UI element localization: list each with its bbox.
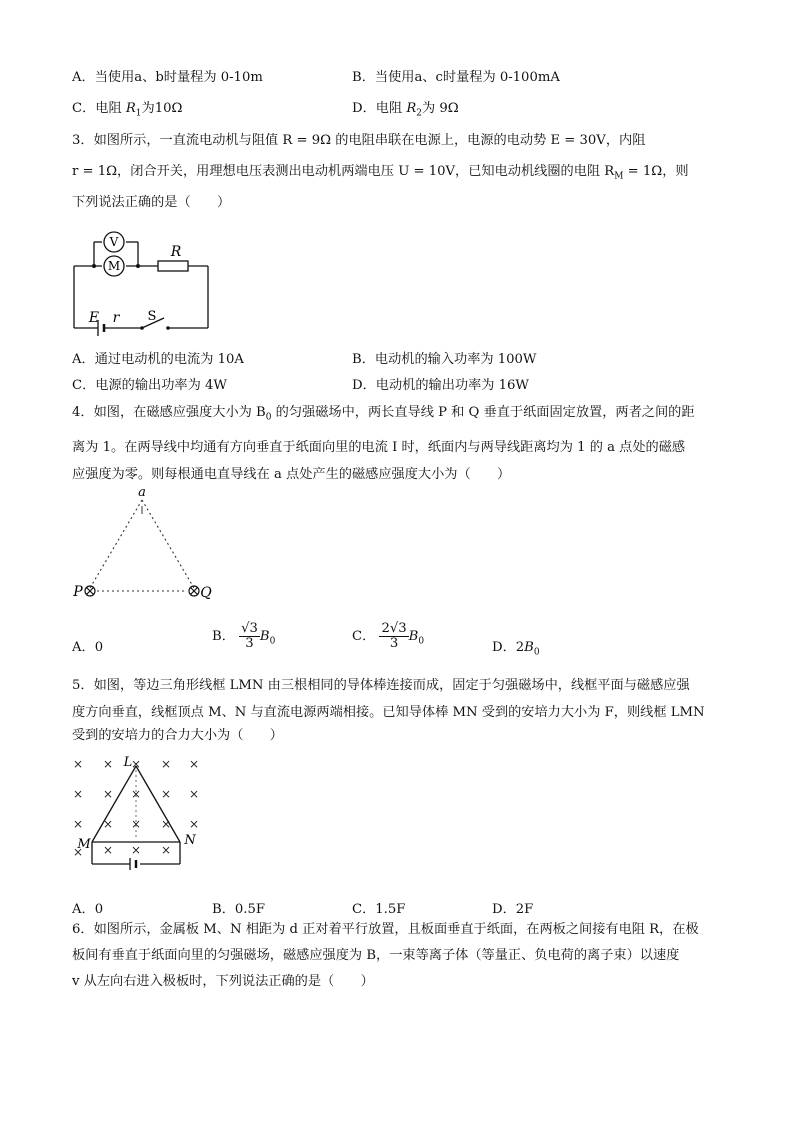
q5-triangle-diagram <box>70 752 206 884</box>
field-cross-mark: × <box>72 817 84 831</box>
field-cross-mark: × <box>130 843 142 857</box>
internal-resistance-label: r <box>112 310 120 326</box>
q4-option-c-fraction: $\frac{2√3}{3}$ <box>381 621 407 651</box>
q5-text-line-3: 受到的安培力的合力大小为（ ） <box>72 728 283 743</box>
q5-option-b[interactable]: B．0.5F <box>212 902 266 917</box>
emf-label: E <box>88 310 100 326</box>
field-cross-mark: × <box>188 817 200 831</box>
q3-option-c[interactable]: C．电源的输出功率为 4W <box>72 378 227 393</box>
q3-option-d[interactable]: D．电动机的输出功率为 16W <box>352 378 529 393</box>
q4-option-b-fraction: $\frac{√3}{3}$ <box>241 621 258 651</box>
q3-circuit-diagram <box>72 224 212 336</box>
q5-text-line-2: 度方向垂直，线框顶点 M、N 与直流电源两端相接。已知导体棒 MN 受到的安培力大小为 F，则线框 LMN <box>72 705 705 720</box>
vertex-n-label: N <box>184 833 196 848</box>
field-cross-mark: × <box>102 843 114 857</box>
q3-text-line-1: 3．如图所示，一直流电动机与阻值 R = 9Ω 的电阻串联在电源上，电源的电动势 E = 30V，内阻 <box>72 133 646 148</box>
q4-option-a[interactable]: A．0 <box>72 640 104 655</box>
q5-option-d[interactable]: D．2F <box>492 902 534 917</box>
q3-text-line-2: r = 1Ω，闭合开关，用理想电压表测出电动机两端电压 U = 10V，已知电动机线圈的电阻 $R_M = 1\Omega$，则 <box>72 164 689 182</box>
wire-q-label: Q <box>200 585 212 601</box>
field-cross-mark: × <box>130 787 142 801</box>
q2-option-a[interactable]: A．当使用a、b时量程为 0-10m <box>72 70 263 85</box>
q2-option-c[interactable]: C．电阻 $R_1$为10Ω <box>72 101 183 119</box>
field-cross-mark: × <box>160 787 172 801</box>
wire-p-label: P <box>73 584 83 600</box>
q4-wire-diagram <box>70 484 220 606</box>
q4-option-c[interactable]: C． $\frac{2√3}{3}$ $B_0$ <box>352 621 425 651</box>
q4-option-b[interactable]: B． $\frac{√3}{3}$ $B_0$ <box>212 621 276 651</box>
field-cross-mark: × <box>130 757 142 771</box>
q3-option-b[interactable]: B．电动机的输入功率为 100W <box>352 352 537 367</box>
field-cross-mark: × <box>72 845 84 859</box>
q6-text-line-3: v 从左向右进入极板时，下列说法正确的是（ ） <box>72 974 374 989</box>
q3-text-line-3: 下列说法正确的是（ ） <box>72 195 231 210</box>
field-cross-mark: × <box>160 757 172 771</box>
vertex-l-label: L <box>123 755 133 770</box>
switch-label: S <box>147 309 157 324</box>
vertex-m-label: M <box>77 837 91 852</box>
q4-text-line-2: 离为 1。在两导线中均通有方向垂直于纸面向里的电流 I 时，纸面内与两导线距离均为 1 的 a 点处的磁感 <box>72 440 686 455</box>
field-cross-mark: × <box>188 757 200 771</box>
q4-text-line-3: 应强度为零。则每根通电直导线在 a 点处产生的磁感应强度大小为（ ） <box>72 467 511 482</box>
voltmeter-label: V <box>109 235 119 249</box>
field-cross-mark: × <box>130 817 142 831</box>
field-cross-mark: × <box>160 843 172 857</box>
field-cross-mark: × <box>160 817 172 831</box>
q6-text-line-1: 6．如图所示，金属板 M、N 相距为 d 正对着平行放置，且板面垂直于纸面，在两板之间接有电阻 R，在极 <box>72 922 699 937</box>
q4-text-line-1: 4．如图，在磁感应强度大小为 $B_0$ 的匀强磁场中，两长直导线 P 和 Q 垂直于纸面固定放置，两者之间的距 <box>72 405 695 423</box>
field-cross-mark: × <box>102 787 114 801</box>
field-cross-mark: × <box>102 757 114 771</box>
q4-option-d[interactable]: D．$2B_0$ <box>492 640 540 658</box>
field-cross-mark: × <box>102 817 114 831</box>
field-cross-mark: × <box>72 787 84 801</box>
field-cross-mark: × <box>72 757 84 771</box>
resistor-label: R <box>170 244 182 260</box>
q5-option-c[interactable]: C．1.5F <box>352 902 406 917</box>
q6-text-line-2: 板间有垂直于纸面向里的匀强磁场，磁感应强度为 B，一束等离子体（等量正、负电荷的离子束）以速度 <box>72 948 680 963</box>
q5-text-line-1: 5．如图，等边三角形线框 LMN 由三根相同的导体棒连接而成，固定于匀强磁场中，线框平面与磁感应强 <box>72 678 690 693</box>
q5-option-a[interactable]: A．0 <box>72 902 104 917</box>
q2-option-d[interactable]: D．电阻 $R_2$为 9Ω <box>352 101 459 119</box>
point-a-label: a <box>138 485 146 500</box>
q3-option-a[interactable]: A．通过电动机的电流为 10A <box>72 352 244 367</box>
q2-option-b[interactable]: B．当使用a、c时量程为 0-100mA <box>352 70 560 85</box>
motor-label: M <box>107 259 121 273</box>
field-cross-mark: × <box>188 787 200 801</box>
